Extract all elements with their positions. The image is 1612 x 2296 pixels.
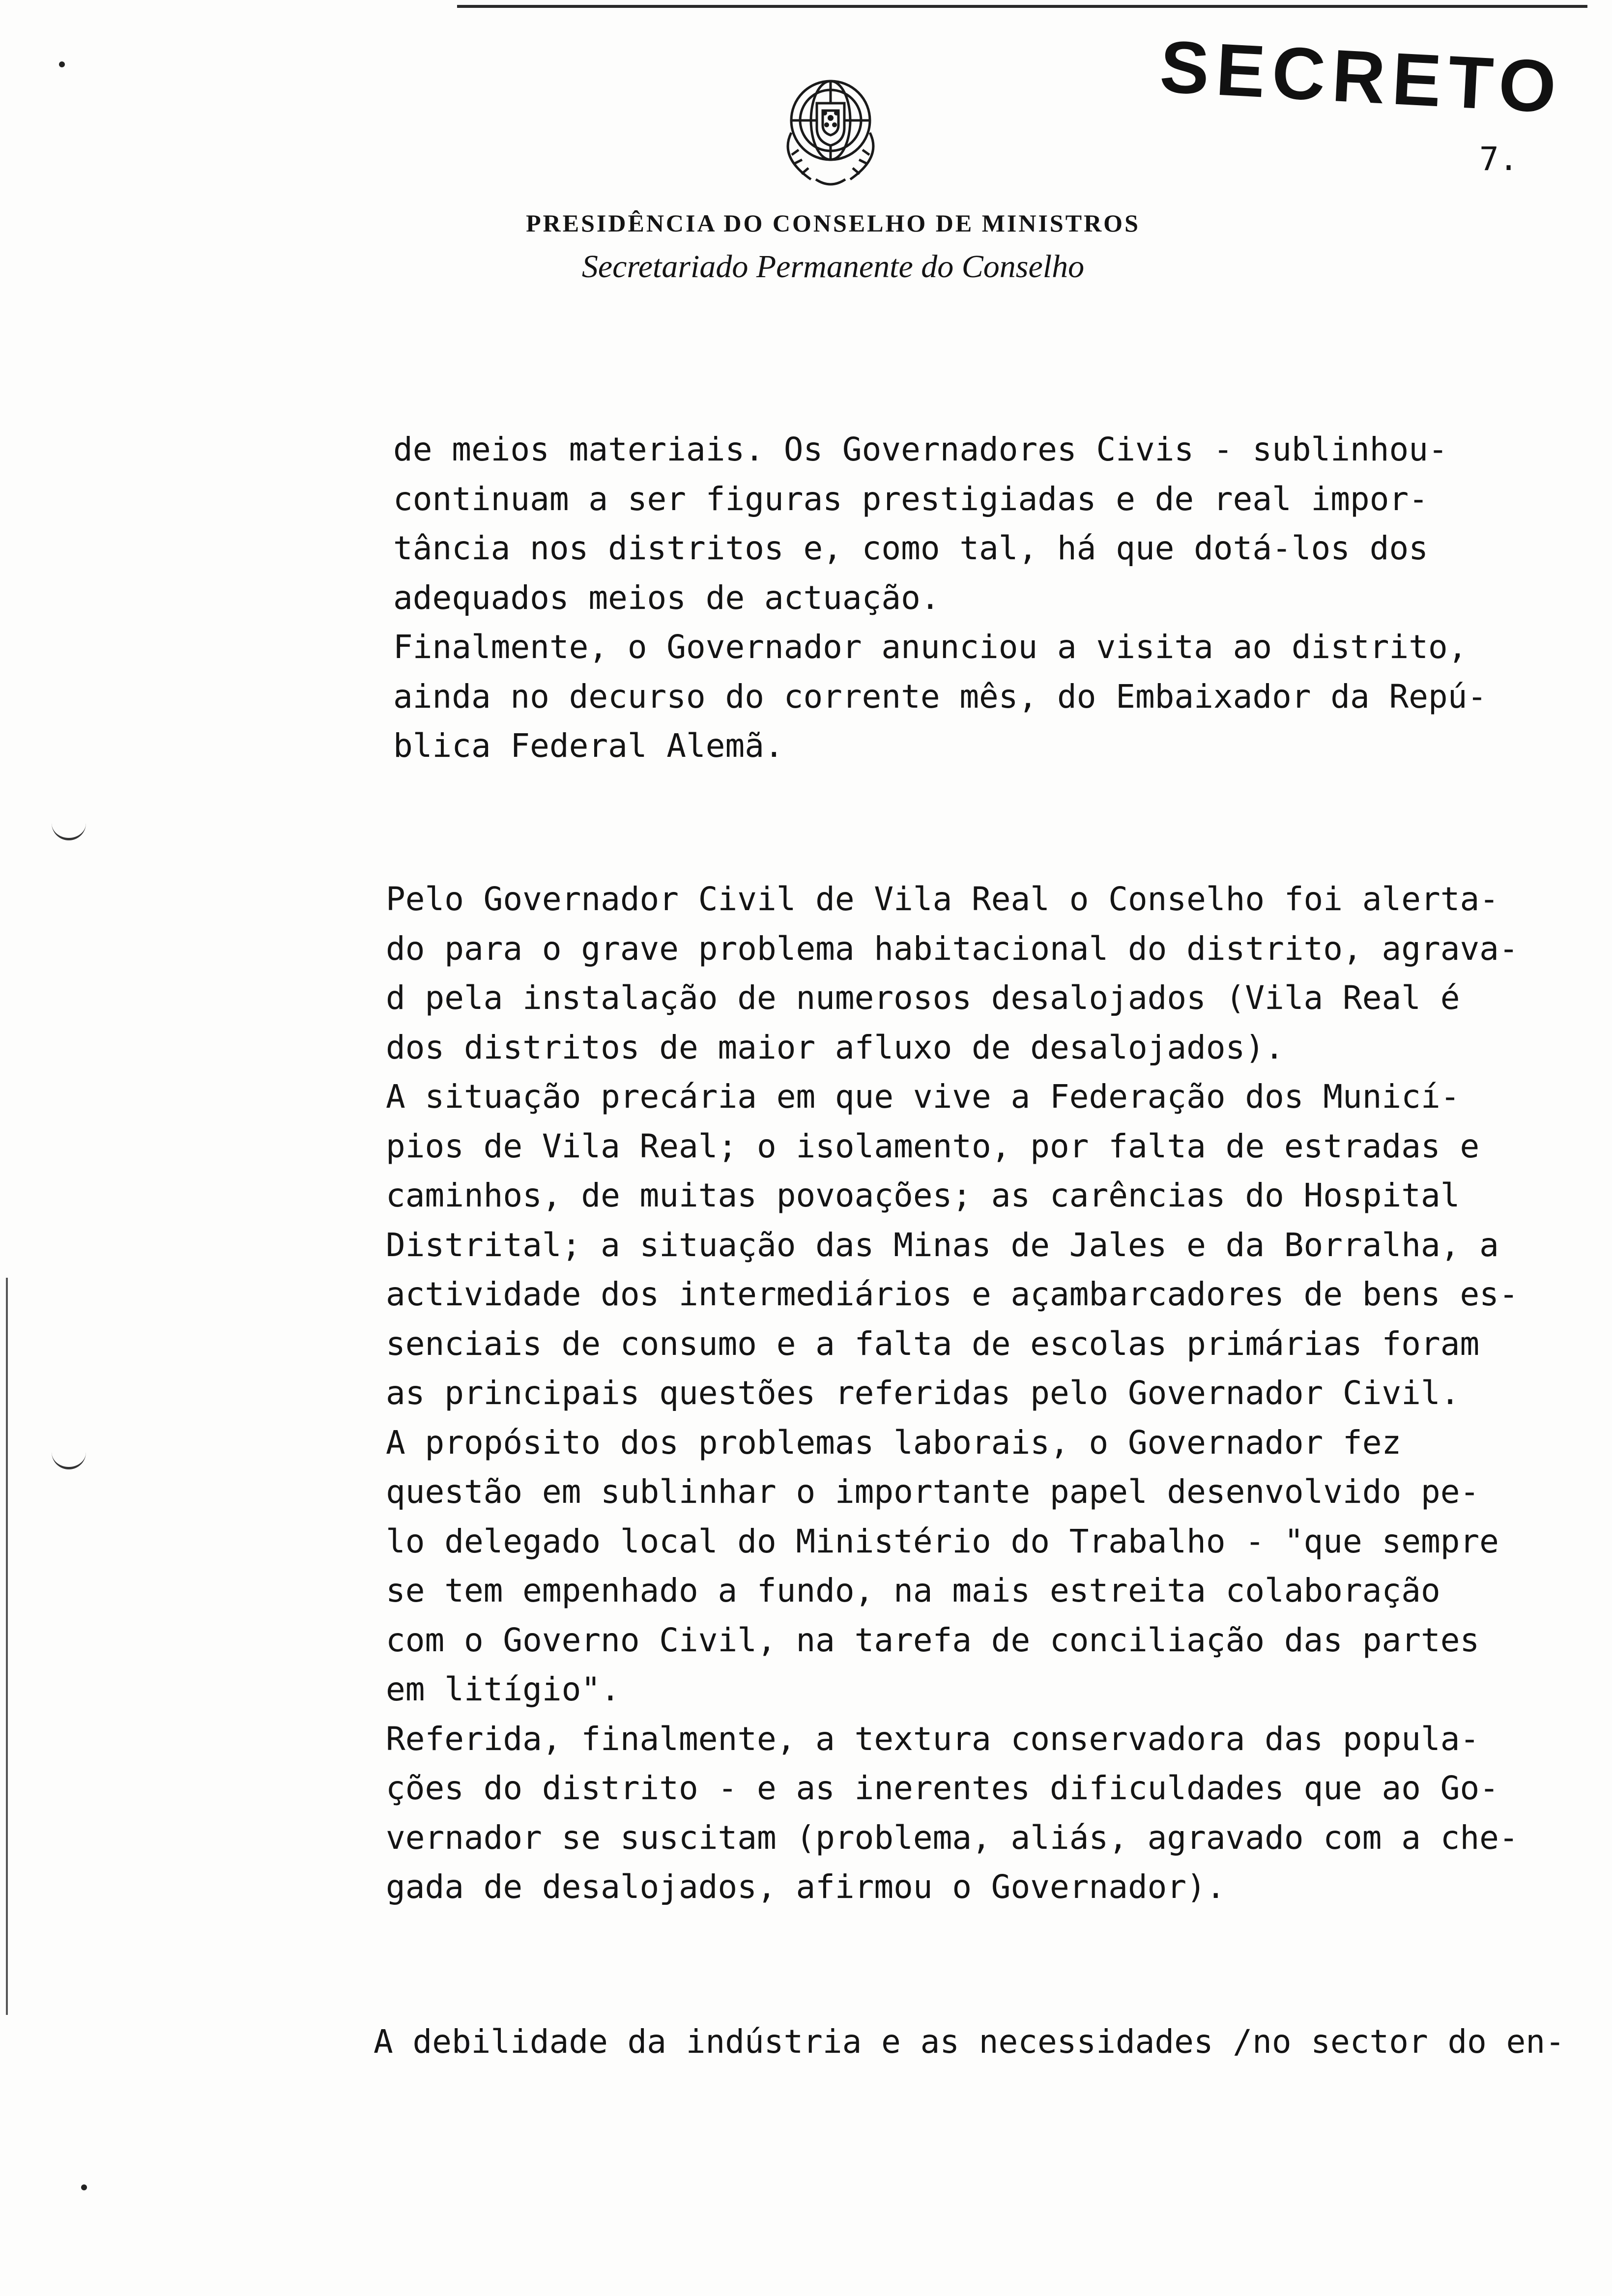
paragraph-governors: [393, 425, 1487, 771]
margin-bracket-icon: [52, 1447, 86, 1469]
text-line: Distrital; a situação das Minas de Jales e da Borralha, a: [386, 1226, 1499, 1264]
text-line: ainda no decurso do corrente mês, do Embaixador da Repú-: [393, 677, 1487, 716]
text-line: A situação precária em que vive a Federação dos Municí-: [386, 1078, 1460, 1116]
top-rule: [457, 5, 1587, 8]
text-line: pios de Vila Real; o isolamento, por falta de estradas e: [386, 1127, 1480, 1165]
page-number: 7.: [1479, 140, 1519, 178]
text-line: ções do distrito - e as inerentes dificuldades que ao Go-: [386, 1769, 1499, 1807]
margin-bracket-icon: [52, 818, 86, 840]
text-line: adequados meios de actuação.: [393, 578, 940, 617]
text-line: tância nos distritos e, como tal, há que dotá-los dos: [393, 529, 1428, 567]
scan-edge-line: [6, 1278, 8, 2015]
text-line: senciais de consumo e a falta de escolas primárias foram: [386, 1324, 1480, 1363]
text-line: em litígio".: [386, 1670, 620, 1708]
portuguese-coat-of-arms-icon: [772, 64, 890, 197]
text-line: A propósito dos problemas laborais, o Governador fez: [386, 1423, 1402, 1462]
text-line: vernador se suscitam (problema, aliás, agravado com a che-: [386, 1818, 1519, 1857]
paragraph-industry: [374, 2017, 1565, 2067]
text-line: Finalmente, o Governador anunciou a visita ao distrito,: [393, 628, 1468, 666]
text-line: se tem empenhado a fundo, na mais estreita colaboração: [386, 1572, 1440, 1609]
text-line: do para o grave problema habitacional do distrito, agrava-: [386, 929, 1519, 968]
text-line: gada de desalojados, afirmou o Governador).: [386, 1868, 1226, 1906]
text-line: Referida, finalmente, a textura conservadora das popula-: [386, 1720, 1480, 1758]
text-line: blica Federal Alemã.: [393, 727, 784, 765]
text-line: de meios materiais. Os Governadores Civis - sublinhou-: [393, 430, 1448, 468]
punch-hole-mark: [81, 2184, 87, 2190]
text-line: caminhos, de muitas povoações; as carências do Hospital: [386, 1177, 1460, 1214]
punch-hole-mark: [59, 61, 65, 67]
header-subtitle: Secretariado Permanente do Conselho: [581, 249, 1085, 285]
text-line: continuam a ser figuras prestigiadas e de real impor-: [393, 480, 1428, 518]
secret-stamp: SECRETO: [1158, 25, 1565, 129]
text-line: A debilidade da indústria e as necessidades /no sector do en-: [374, 2023, 1565, 2061]
header-title: PRESIDÊNCIA DO CONSELHO DE MINISTROS: [526, 209, 1140, 237]
paragraph-vila-real: [386, 875, 1519, 1912]
text-line: actividade dos intermediários e açambarcadores de bens es-: [386, 1275, 1519, 1313]
text-line: as principais questões referidas pelo Governador Civil.: [386, 1374, 1460, 1412]
text-line: lo delegado local do Ministério do Trabalho - "que sempre: [386, 1522, 1499, 1560]
text-line: d pela instalação de numerosos desalojados (Vila Real é: [386, 979, 1460, 1017]
text-line: dos distritos de maior afluxo de desalojados).: [386, 1028, 1284, 1066]
text-line: com o Governo Civil, na tarefa de conciliação das partes: [386, 1621, 1480, 1659]
text-line: questão em sublinhar o importante papel desenvolvido pe-: [386, 1473, 1480, 1511]
text-line: Pelo Governador Civil de Vila Real o Conselho foi alerta-: [386, 880, 1499, 918]
